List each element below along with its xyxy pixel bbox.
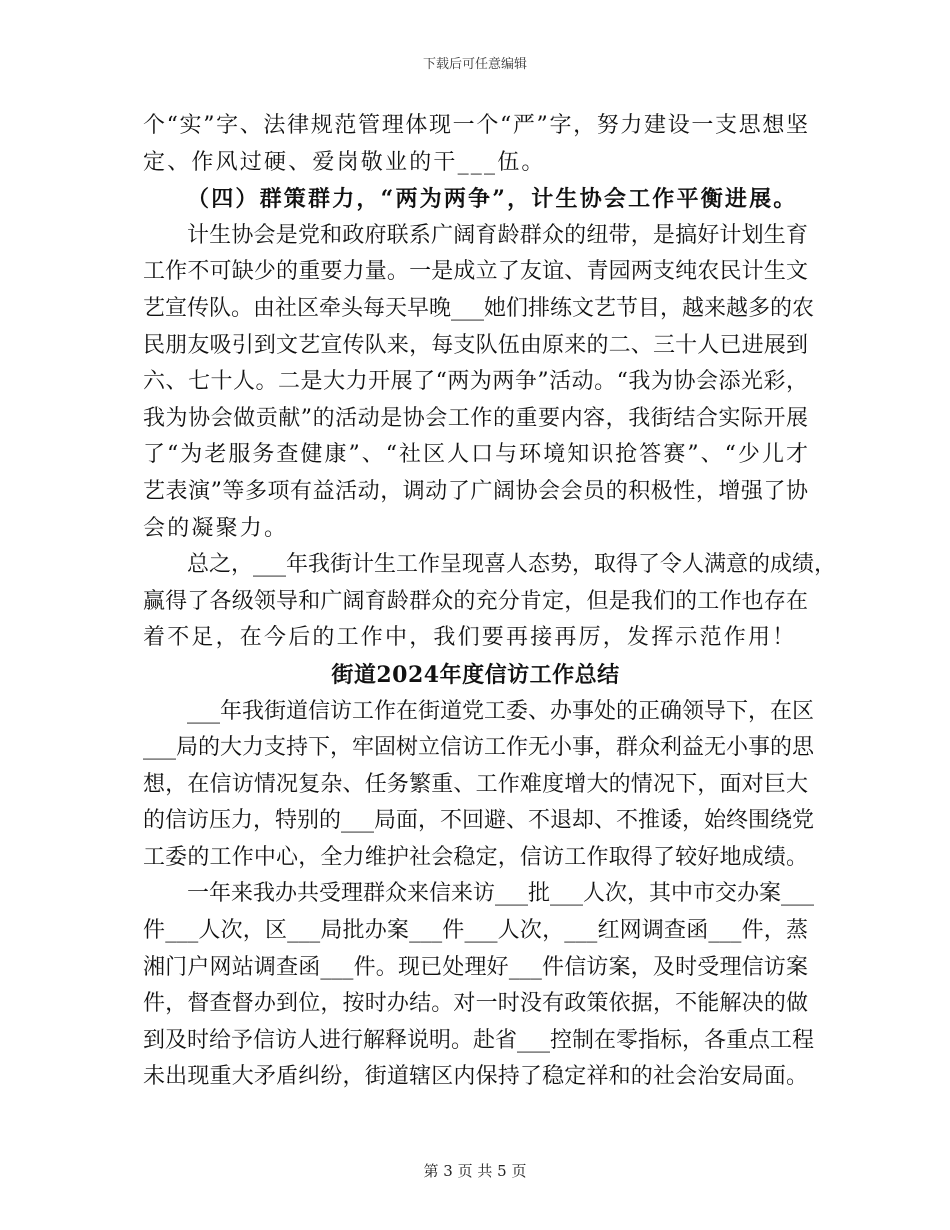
text-line: 一年来我办共受理群众来信来访___批___人次，其中市交办案___ <box>187 881 815 907</box>
text-line: 会的凝聚力。 <box>143 515 289 541</box>
text-line: 我为协会做贡献”的活动是协会工作的重要内容，我街结合实际开展 <box>143 405 808 431</box>
text-line: 的信访压力，特别的___局面，不回避、不退却、不推诿，始终围绕党 <box>143 808 815 834</box>
section-heading: （四）群策群力，“两为两争”，计生协会工作平衡进展。 <box>187 186 798 213</box>
text-line: 六、七十人。二是大力开展了“两为两争”活动。“我为协会添光彩， <box>143 369 808 395</box>
text-line: 民朋友吸引到文艺宣传队来，每支队伍由原来的二、三十人已进展到 <box>143 332 808 358</box>
page-header-note: 下载后可任意编辑 <box>422 57 527 72</box>
text-line: 工委的工作中心，全力维护社会稳定，信访工作取得了较好地成绩。 <box>143 844 808 870</box>
text-line: 件，督查督办到位，按时办结。对一时没有政策依据，不能解决的做 <box>143 991 808 1017</box>
document-body <box>143 108 837 1096</box>
text-line: 赢得了各级领导和广阔育龄群众的充分肯定，但是我们的工作也存在 <box>143 588 808 614</box>
page-number-footer: 第 3 页 共 5 页 <box>423 1162 527 1180</box>
text-line: 艺宣传队。由社区牵头每天早晚___她们排练文艺节目，越来越多的农 <box>143 295 815 321</box>
text-line: ___年我街道信访工作在街道党工委、办事处的正确领导下，在区 <box>187 698 815 724</box>
text-line: 总之，___年我街计生工作呈现喜人态势，取得了令人满意的成绩， <box>187 552 837 578</box>
text-line: 到及时给予信访人进行解释说明。赴省___控制在零指标，各重点工程 <box>143 1027 815 1053</box>
text-line: ___局的大力支持下，牢固树立信访工作无小事，群众利益无小事的思 <box>143 735 815 761</box>
text-line: 未出现重大矛盾纠纷，街道辖区内保持了稳定祥和的社会治安局面。 <box>143 1064 808 1090</box>
text-line: 湘门户网站调查函___件。现已处理好___件信访案，及时受理信访案 <box>143 954 808 980</box>
text-line: 件___人次，区___局批办案___件___人次，___红网调查函___件，蒸 <box>143 918 808 944</box>
text-line: 想，在信访情况复杂、任务繁重、工作难度增大的情况下，面对巨大 <box>143 771 808 797</box>
text-line: 定、作风过硬、爱岗敬业的干___伍。 <box>143 149 546 175</box>
text-line: 工作不可缺少的重要力量。一是成立了友谊、青园两支纯农民计生文 <box>143 259 808 285</box>
text-line: 计生协会是党和政府联系广阔育龄群众的纽带，是搞好计划生育 <box>187 222 808 248</box>
text-line: 着不足，在今后的工作中，我们要再接再厉，发挥示范作用！ <box>143 625 797 651</box>
text-line: 了“为老服务查健康”、“社区人口与环境知识抢答赛”、“少儿才 <box>143 442 808 468</box>
text-line: 艺表演”等多项有益活动，调动了广阔协会会员的积极性，增强了协 <box>143 478 808 504</box>
text-line: 个“实”字、法律规范管理体现一个“严”字，努力建设一支思想坚 <box>143 113 808 138</box>
document-title: 街道2024年度信访工作总结 <box>331 661 620 688</box>
